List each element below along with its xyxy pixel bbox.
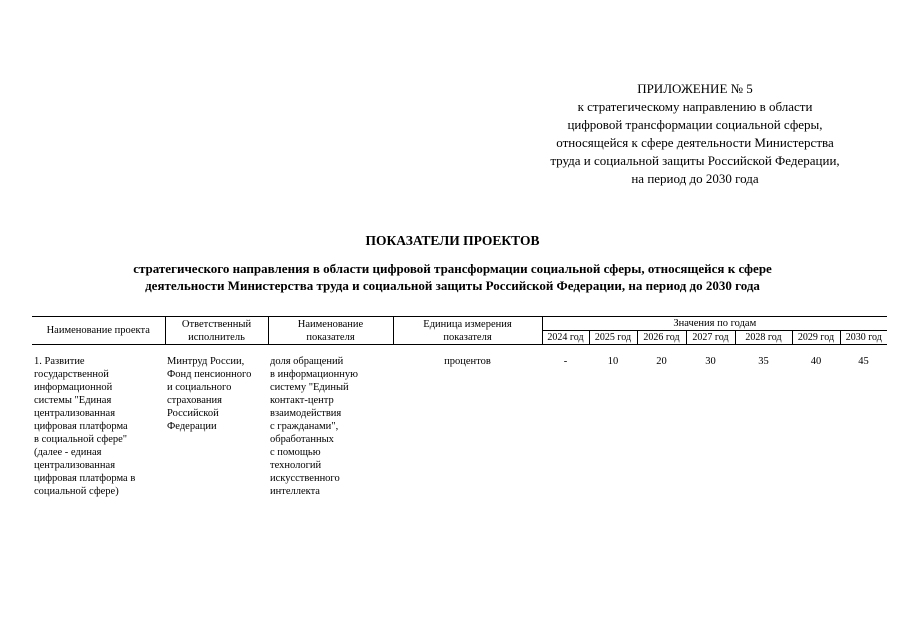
cell-line: централизованная	[34, 460, 116, 471]
appendix-line: на период до 2030 года	[631, 171, 759, 186]
header-executor-line: Ответственный	[181, 318, 252, 330]
cell-value-2030: 45	[858, 356, 869, 367]
cell-project	[32, 355, 165, 498]
header-values-group: Значения по годам	[542, 317, 887, 331]
cell-line: доля обращений	[270, 356, 344, 367]
header-year: 2027 год	[686, 331, 735, 345]
cell-line: и социального	[167, 382, 232, 393]
header-unit-line: Единица измерения	[423, 318, 512, 330]
table-row	[32, 355, 887, 498]
cell-line: интеллекта	[270, 486, 320, 497]
cell-line: контакт-центр	[270, 395, 334, 406]
cell-line: цифровая платформа в	[34, 473, 136, 484]
indicators-table	[32, 316, 887, 498]
appendix-block	[495, 80, 895, 188]
document-subtitle	[40, 260, 865, 294]
header-executor-line: исполнитель	[188, 331, 245, 343]
cell-line: государственной	[34, 369, 109, 380]
cell-line: с гражданами",	[270, 421, 339, 432]
appendix-line: труда и социальной защиты Российской Федерации,	[550, 153, 840, 168]
header-year: 2028 год	[735, 331, 792, 345]
header-year: 2030 год	[840, 331, 887, 345]
appendix-title: ПРИЛОЖЕНИЕ № 5	[637, 81, 753, 96]
cell-value-2027: 30	[705, 356, 716, 367]
header-executor	[165, 317, 268, 345]
document-title: ПОКАЗАТЕЛИ ПРОЕКТОВ	[365, 233, 540, 248]
cell-line: Минтруд России,	[167, 356, 245, 367]
appendix-line: цифровой трансформации социальной сферы,	[567, 117, 823, 132]
cell-value-2026: 20	[656, 356, 667, 367]
cell-line: в социальной сфере"	[34, 434, 128, 445]
subtitle-line: деятельности Министерства труда и социальной защиты Российской Федерации, на период до 2030 года	[145, 278, 760, 293]
cell-line: цифровая платформа	[34, 421, 128, 432]
header-indicator	[268, 317, 393, 345]
cell-line: систему "Единый	[270, 382, 349, 393]
cell-line: (далее - единая	[34, 447, 102, 458]
header-year: 2024 год	[542, 331, 589, 345]
cell-line: централизованная	[34, 408, 116, 419]
header-indicator-line: Наименование	[297, 318, 364, 330]
cell-line: Фонд пенсионного	[167, 369, 252, 380]
cell-line: обработанных	[270, 434, 334, 445]
appendix-line: к стратегическому направлению в области	[577, 99, 813, 114]
cell-line: с помощью	[270, 447, 321, 458]
cell-line: информационной	[34, 382, 113, 393]
appendix-line: относящейся к сфере деятельности Министерства	[556, 135, 834, 150]
subtitle-line: стратегического направления в области цифровой трансформации социальной сферы, относящейся к сфере	[133, 261, 772, 276]
header-unit	[393, 317, 542, 345]
cell-line: Федерации	[167, 421, 217, 432]
cell-line: в информационную	[270, 369, 359, 380]
header-year: 2025 год	[589, 331, 637, 345]
header-indicator-line: показателя	[306, 331, 355, 343]
cell-value-2029: 40	[810, 356, 822, 367]
cell-value-2025: 10	[607, 356, 619, 367]
cell-value-2028: 35	[758, 356, 769, 367]
cell-line: системы "Единая	[34, 395, 112, 406]
cell-line: страхования	[167, 395, 222, 406]
cell-executor	[165, 355, 268, 498]
cell-indicator	[268, 355, 393, 498]
cell-line: социальной сфере)	[34, 486, 119, 497]
cell-line: Российской	[167, 408, 219, 419]
cell-line: взаимодействия	[270, 408, 342, 419]
header-year: 2026 год	[637, 331, 686, 345]
header-unit-line: показателя	[443, 331, 492, 343]
cell-line: 1. Развитие	[34, 356, 85, 367]
header-project: Наименование проекта	[32, 317, 165, 345]
cell-unit: процентов	[444, 356, 491, 367]
cell-line: искусственного	[270, 473, 340, 484]
cell-line: технологий	[270, 460, 322, 471]
header-year: 2029 год	[792, 331, 840, 345]
cell-value-2024: -	[563, 356, 568, 367]
